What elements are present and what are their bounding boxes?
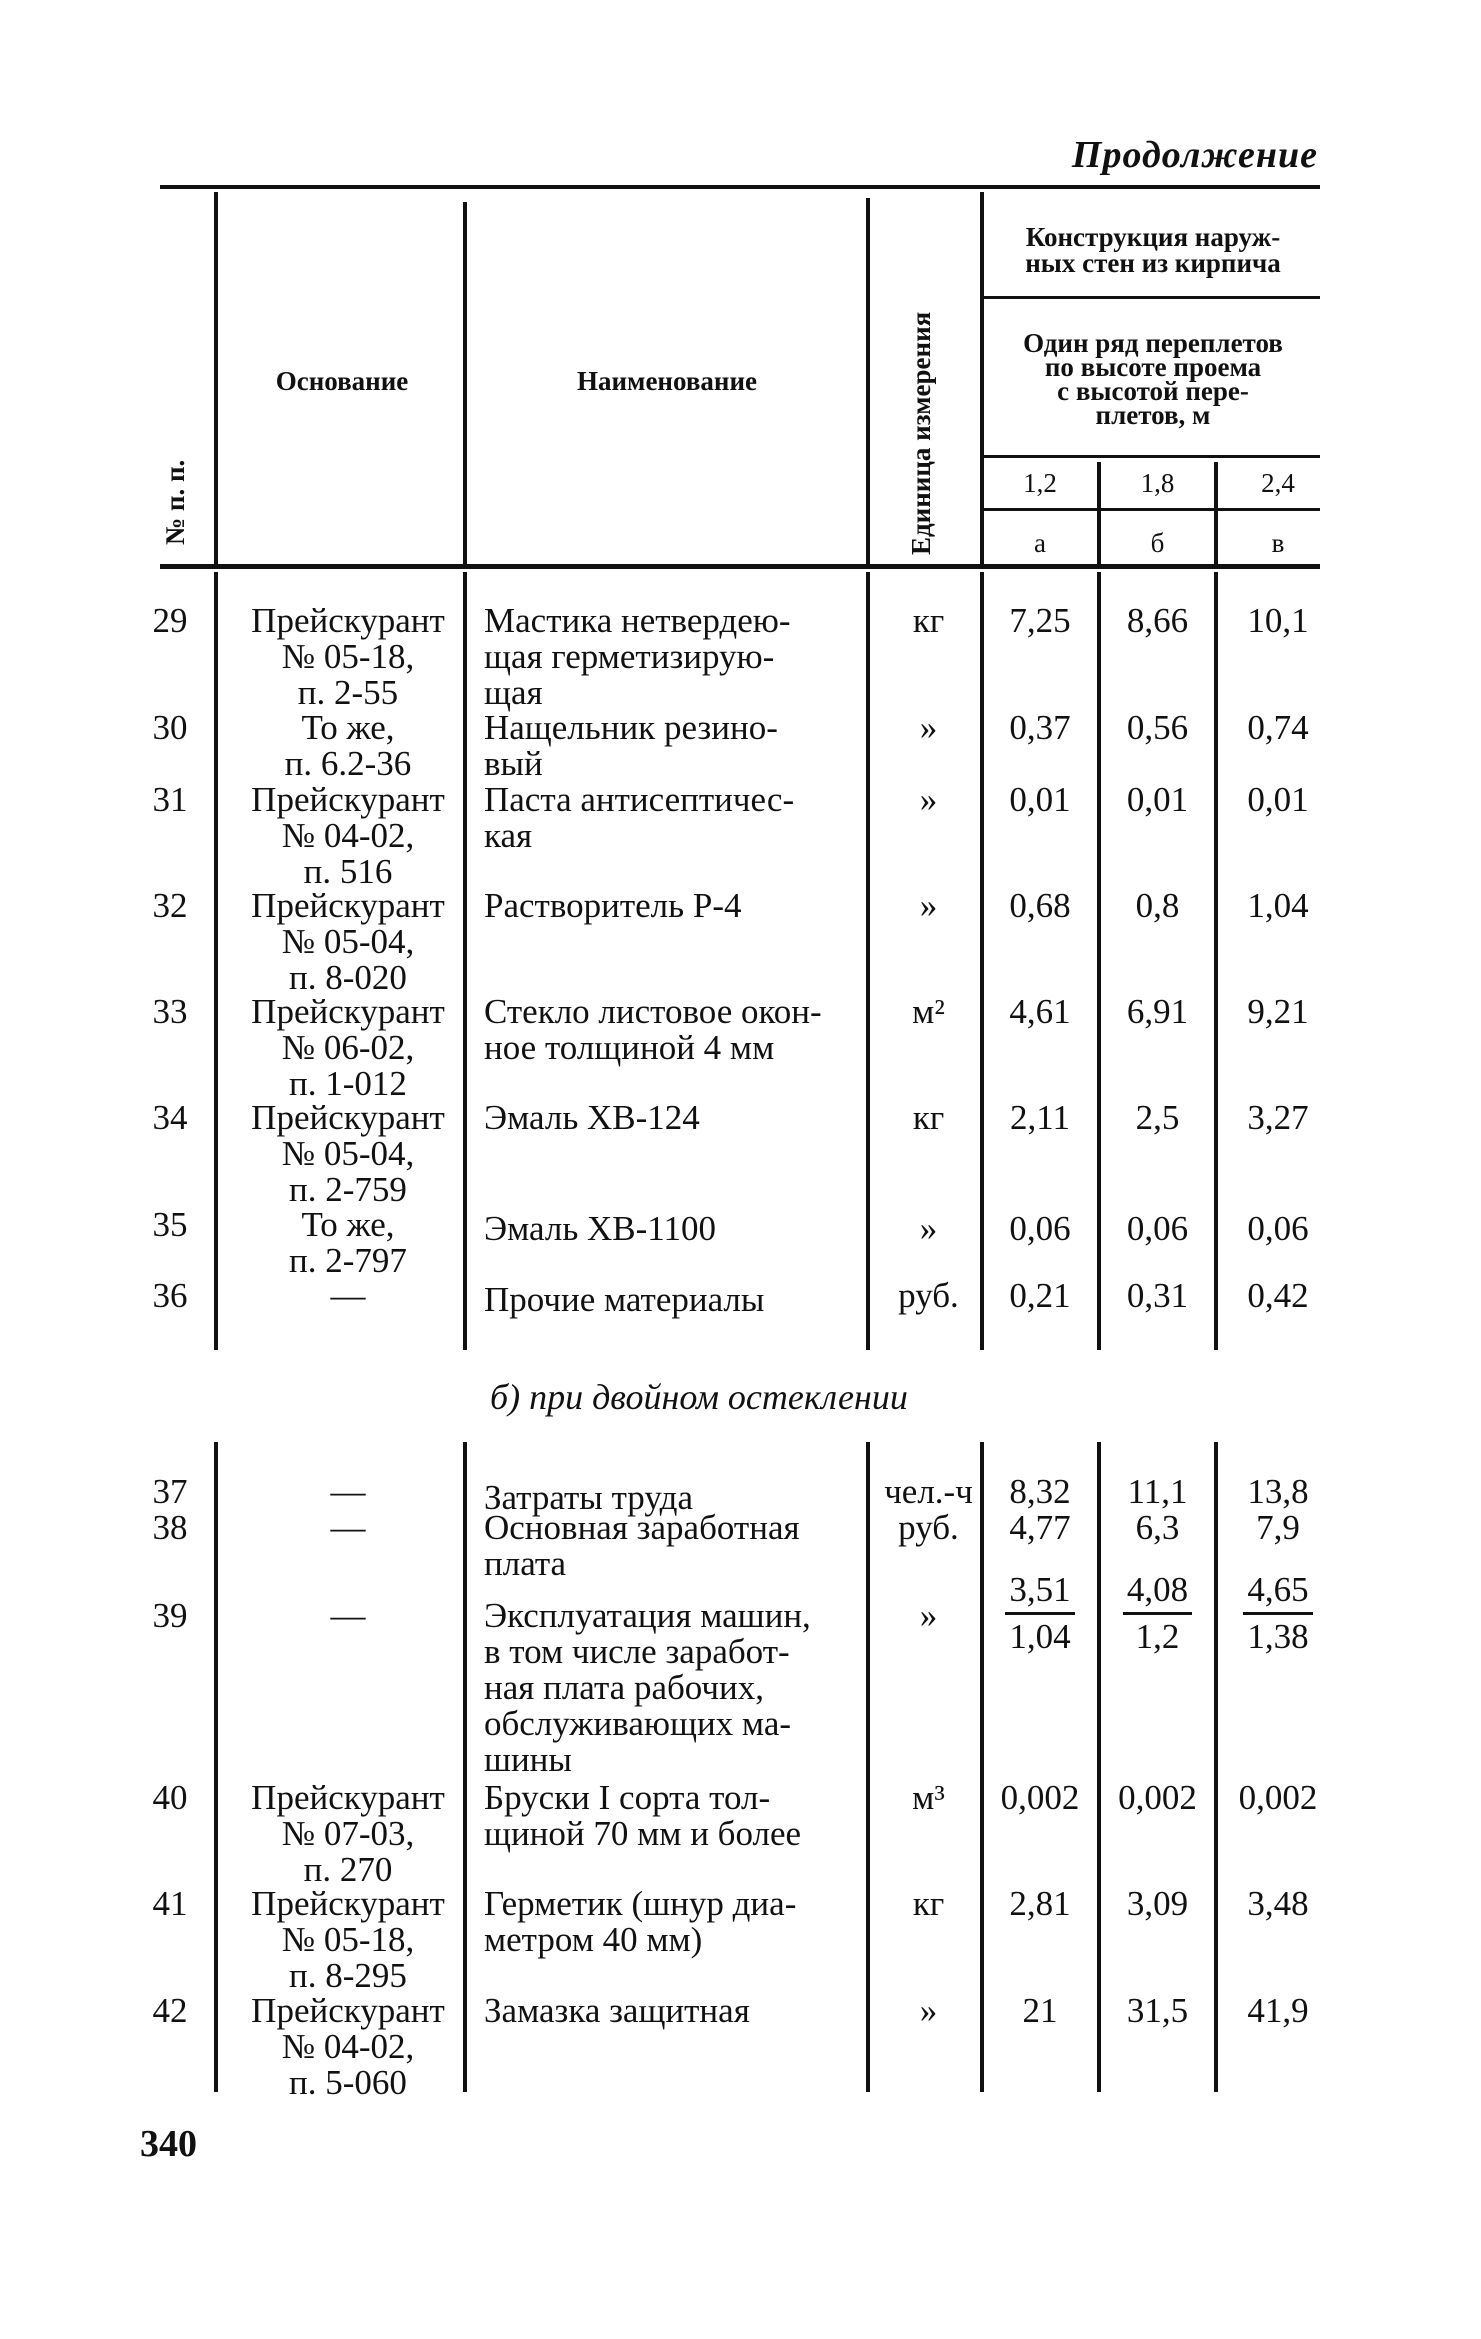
row-unit: » [919,1209,938,1248]
basis-line: № 05-04, [281,1134,415,1173]
basis-line: № 05-18, [281,637,415,676]
row-value-b-fraction [1100,1572,1215,1655]
row-unit: чел.-ч [884,1472,973,1511]
row-name [484,1780,859,1852]
name-line: Эмаль ХВ-1100 [484,1209,717,1248]
row-name [484,1510,859,1582]
row-number: 36 [152,1276,188,1315]
header-col-no: № п. п. [160,459,190,545]
row-value-a: 4,77 [1009,1508,1071,1547]
name-line: Растворитель Р-4 [484,886,742,925]
row-value-c: 0,42 [1247,1276,1309,1315]
basis-line: № 05-04, [281,922,415,961]
header-col-name: Наименование [577,366,757,396]
header-subgroup-line-4: плетов, м [1095,400,1211,430]
header-divider-2 [463,202,467,564]
header-col-basis: Основание [275,366,409,396]
row-number: 30 [152,708,188,747]
basis-line: № 05-18, [281,1920,415,1959]
basis-line: — [330,1276,366,1315]
basis-line: Прейскурант [251,992,445,1031]
row-basis [228,782,468,890]
row-value-c: 7,9 [1256,1508,1300,1547]
header-height-2: 1,8 [1140,468,1175,498]
row-value-b: 0,31 [1126,1276,1189,1315]
row-value-b: 0,56 [1126,708,1189,747]
header-subgroup-line-3: с высотой пере- [1057,376,1249,406]
header-letter-b: б [1150,528,1165,558]
row-basis [228,888,468,996]
name-line: шины [484,1740,572,1779]
row-unit: руб. [898,1276,959,1315]
row-value-c: 0,002 [1238,1778,1318,1817]
name-line: Мастика нетвердею- [484,601,791,640]
row-unit: » [919,708,938,747]
name-line: плата [484,1544,567,1583]
name-line: Бруски I сорта тол- [484,1778,771,1817]
row-value-a: 0,68 [1009,886,1071,925]
basis-line: п. 516 [303,852,393,891]
basis-line: Прейскурант [251,1884,445,1923]
row-value-a: 21 [1022,1991,1058,2030]
row-value-c-fraction [1218,1572,1338,1655]
fraction-numerator: 3,51 [1005,1572,1074,1615]
row-number: 32 [152,886,188,925]
page-number: 340 [140,2123,197,2165]
basis-line: п. 8-020 [289,958,407,997]
row-value-c: 13,8 [1247,1472,1309,1511]
basis-line: № 04-02, [281,816,415,855]
row-unit: кг [912,601,945,640]
basis-line: № 06-02, [281,1028,415,1067]
row-number: 29 [152,601,188,640]
row-value-a: 0,06 [1009,1209,1071,1248]
row-name [484,1211,859,1247]
name-line: обслуживающих ма- [484,1704,792,1743]
header-top-rule [160,185,1320,189]
row-name [484,1993,859,2029]
row-basis [228,1207,468,1279]
row-value-a: 4,61 [1009,992,1071,1031]
row-basis [228,1993,468,2101]
row-number: 39 [152,1596,188,1635]
row-unit: кг [912,1884,945,1923]
row-value-a: 7,25 [1009,601,1071,640]
fraction-numerator: 4,65 [1243,1572,1312,1615]
header-bottom-rule [160,564,1320,569]
row-basis [228,1510,468,1546]
name-line: ное толщиной 4 мм [484,1028,775,1067]
row-number: 42 [152,1991,188,2030]
basis-line: То же, [301,708,395,747]
header-group-line-1: Конструкция наруж- [1025,222,1281,252]
row-value-c: 1,04 [1247,886,1309,925]
name-line: кая [484,816,533,855]
basis-line: № 07-03, [281,1814,415,1853]
row-value-c: 3,27 [1247,1098,1309,1137]
name-line: Стекло листовое окон- [484,992,822,1031]
row-value-c: 9,21 [1247,992,1309,1031]
row-value-c: 0,74 [1247,708,1309,747]
row-unit: » [919,780,938,819]
row-name [484,782,859,854]
name-line: Паста антисептичес- [484,780,795,819]
row-name [484,1282,859,1318]
row-name [484,603,859,711]
header-divider-4 [980,192,984,564]
header-group-line-2: ных стен из кирпича [1025,248,1281,278]
name-line: в том числе заработ- [484,1632,790,1671]
row-value-b: 0,002 [1118,1778,1197,1817]
row-name [484,1598,859,1778]
basis-line: Прейскурант [251,1098,445,1137]
row-basis [228,603,468,711]
basis-line: Прейскурант [251,1991,445,2030]
row-basis [228,710,468,782]
fraction-numerator: 4,08 [1123,1572,1192,1615]
basis-line: То же, [301,1205,395,1244]
name-line: вый [484,744,543,783]
row-name [484,888,859,924]
row-value-b: 11,1 [1127,1472,1188,1511]
row-value-a: 2,81 [1009,1884,1071,1923]
header-letter-a: а [1034,528,1046,558]
fraction [1243,1572,1312,1655]
row-name [484,1886,859,1958]
row-value-c: 10,1 [1247,601,1309,640]
name-line: Эмаль ХВ-124 [484,1098,700,1137]
name-line: метром 40 мм) [484,1920,703,1959]
name-line: щиной 70 мм и более [484,1814,802,1853]
row-value-a: 0,21 [1009,1276,1071,1315]
basis-line: Прейскурант [251,780,445,819]
fraction-denominator: 1,2 [1135,1617,1180,1656]
header-col-unit: Единица измерения [906,311,936,555]
row-unit: » [919,1991,938,2030]
row-value-b: 0,8 [1135,886,1180,925]
basis-line: п. 5-060 [289,2063,407,2102]
header-divider-1 [214,192,218,564]
row-value-b: 0,01 [1126,780,1189,819]
name-line: Прочие материалы [484,1280,765,1319]
row-value-a: 2,11 [1010,1098,1070,1137]
basis-line: Прейскурант [251,1778,445,1817]
row-name [484,994,859,1066]
fraction-denominator: 1,38 [1247,1617,1309,1656]
row-value-c: 41,9 [1247,1991,1309,2030]
name-line: Нащельник резино- [484,708,778,747]
basis-line: Прейскурант [251,601,445,640]
row-unit: » [919,1596,938,1635]
body-b-divider-3 [866,1442,870,2092]
fraction [1123,1572,1192,1655]
basis-line: п. 8-295 [289,1956,407,1995]
row-number: 35 [152,1205,188,1244]
basis-line: — [330,1508,366,1547]
fraction [1005,1572,1074,1655]
row-value-b: 31,5 [1126,1991,1189,2030]
basis-line: п. 6.2-36 [284,744,412,783]
group-rule [984,296,1320,299]
name-line: Затраты труда [484,1478,693,1517]
row-value-c: 3,48 [1247,1884,1309,1923]
name-line: Герметик (шнур диа- [484,1884,797,1923]
row-number: 41 [152,1884,188,1923]
row-number: 40 [152,1778,188,1817]
row-unit: м³ [912,1778,945,1817]
row-unit: м² [912,992,945,1031]
row-number: 33 [152,992,188,1031]
row-basis [228,1100,468,1208]
fraction-denominator: 1,04 [1009,1617,1071,1656]
body-a-divider-3 [866,572,870,1350]
name-line: Замазка защитная [484,1991,750,2030]
basis-line: п. 1-012 [289,1064,407,1103]
row-value-a: 0,01 [1009,780,1071,819]
row-unit: кг [912,1098,945,1137]
header-height-3: 2,4 [1261,468,1295,498]
row-number: 38 [152,1508,188,1547]
basis-line: п. 2-759 [289,1170,407,1209]
row-value-a: 0,002 [1000,1778,1080,1817]
height-rule [984,508,1320,511]
basis-line: № 04-02, [281,2027,415,2066]
name-line: Основная заработная [484,1508,800,1547]
row-basis [228,1474,468,1510]
row-value-b: 8,66 [1126,601,1189,640]
header-subgroup-line-1: Один ряд переплетов [1023,328,1283,358]
continuation-label: Продолжение [1071,134,1318,176]
row-basis [228,994,468,1102]
section-b-title: б) при двойном остеклении [490,1377,908,1417]
body-a-divider-1 [214,572,218,1350]
name-line: ная плата рабочих, [484,1668,764,1707]
basis-line: Прейскурант [251,886,445,925]
name-line: щая [484,673,543,712]
row-value-b: 2,5 [1135,1098,1180,1137]
name-line: щая герметизирую- [484,637,775,676]
row-number: 34 [152,1098,188,1137]
body-b-divider-1 [214,1442,218,2092]
row-value-b: 3,09 [1126,1884,1189,1923]
row-number: 31 [152,780,188,819]
header-letter-c: в [1271,528,1285,558]
row-unit: » [919,886,938,925]
basis-line: — [330,1596,366,1635]
header-divider-3 [866,198,870,564]
row-value-c: 0,01 [1247,780,1309,819]
basis-line: — [330,1472,366,1511]
row-value-a: 0,37 [1009,708,1071,747]
row-basis [228,1598,468,1634]
row-basis [228,1886,468,1994]
row-name [484,710,859,782]
header-subgroup-line-2: по высоте проема [1044,352,1262,382]
header-height-1: 1,2 [1023,468,1057,498]
basis-line: п. 270 [303,1850,393,1889]
row-value-a-fraction [984,1572,1096,1655]
row-value-a: 8,32 [1009,1472,1071,1511]
basis-line: п. 2-55 [297,673,399,712]
row-value-c: 0,06 [1247,1209,1309,1248]
row-name [484,1100,859,1136]
row-value-b: 6,91 [1126,992,1189,1031]
row-number: 37 [152,1472,188,1511]
row-basis [228,1780,468,1888]
name-line: Эксплуатация машин, [484,1596,811,1635]
row-value-b: 0,06 [1126,1209,1189,1248]
row-basis [228,1278,468,1314]
basis-line: п. 2-797 [289,1241,407,1280]
row-value-b: 6,3 [1135,1508,1180,1547]
subgroup-rule [984,455,1320,458]
row-unit: руб. [898,1508,959,1547]
